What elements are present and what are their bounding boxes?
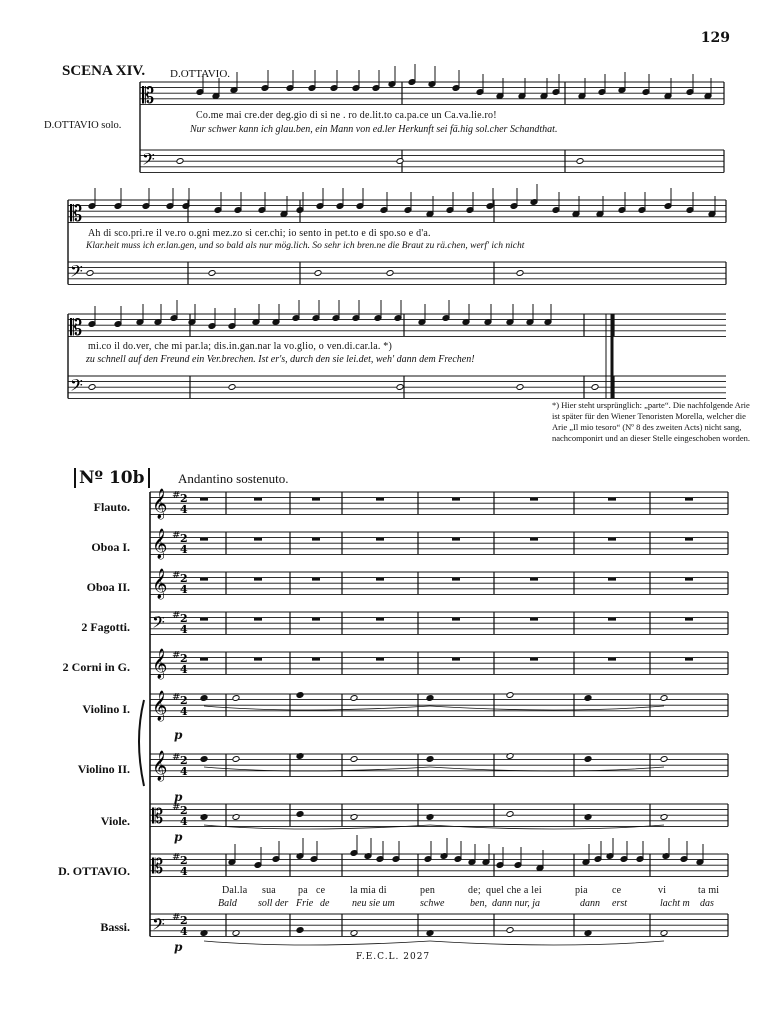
rest (312, 578, 320, 581)
page-number: 129 (700, 30, 730, 46)
note-head (591, 384, 599, 391)
rest (254, 498, 262, 501)
key-signature: # (172, 610, 181, 621)
aria-syllable-it: pen (420, 885, 436, 896)
note-head (232, 695, 240, 702)
rest (608, 538, 616, 541)
instrument-label-violino1: Violino I. (82, 702, 130, 716)
aria-syllable-de: das (700, 898, 714, 909)
rest (312, 538, 320, 541)
time-signature: 2 (180, 572, 188, 585)
rest (200, 658, 208, 661)
time-signature: 2 (180, 914, 188, 927)
rest (376, 538, 384, 541)
rest (685, 578, 693, 581)
note-head (296, 692, 304, 699)
rest (685, 618, 693, 621)
clef: 𝄡 (70, 316, 83, 341)
dynamic-p-violino2: p (174, 790, 183, 804)
note-head (232, 814, 240, 821)
aria-syllable-it: ce (316, 885, 326, 896)
rest (452, 618, 460, 621)
instrument-label-ottavio: D. OTTAVIO. (58, 864, 130, 878)
rest (376, 658, 384, 661)
rest (312, 658, 320, 661)
instrument-label-flauto: Flauto. (93, 500, 130, 514)
time-signature: 2 (180, 754, 188, 767)
time-signature: 2 (180, 804, 188, 817)
aria-number: Nº 10b (74, 468, 150, 488)
note-head (208, 270, 216, 277)
time-signature: 4 (180, 583, 188, 596)
system2-lyrics-de: Klar.heit muss ich er.lan.gen, und so bald als nur mög.lich. So sehr ich bren.ne die Braut zu rä.chen, werf' ich nicht (86, 241, 525, 251)
rest (200, 538, 208, 541)
violin-brace (139, 700, 144, 786)
key-signature: # (172, 912, 181, 923)
scene-title: SCENA XIV. (62, 63, 146, 79)
time-signature: 2 (180, 612, 188, 625)
time-signature: 4 (180, 815, 188, 828)
plate-number: F.E.C.L. 2027 (356, 952, 431, 962)
note-head (660, 814, 668, 821)
note-head (396, 158, 404, 165)
aria-syllable-de: neu sie um (352, 898, 395, 909)
rest (608, 618, 616, 621)
aria-syllable-it: ta mi (698, 885, 720, 896)
rest (685, 658, 693, 661)
note-head (314, 270, 322, 277)
instrument-label-fagotti: 2 Fagotti. (81, 620, 130, 634)
time-signature: 2 (180, 694, 188, 707)
system2-lyrics-it: Ah di sco.pri.re il ve.ro o.gni mez.zo si cer.chi; io sento in pet.to e di spo.so e d'a. (88, 228, 431, 239)
rest (452, 658, 460, 661)
note-head (350, 695, 358, 702)
rest (254, 578, 262, 581)
rest (685, 538, 693, 541)
note-head (386, 270, 394, 277)
rest (452, 498, 460, 501)
aria-syllable-de: schwe (420, 898, 445, 909)
aria-syllable-de: dann (580, 898, 600, 909)
aria-syllable-it: quel che a lei (486, 885, 542, 896)
clef: 𝄞 (152, 569, 168, 599)
aria-syllable-de: erst (612, 898, 627, 909)
rest (376, 618, 384, 621)
clef: 𝄢 (70, 375, 83, 399)
note-head (516, 384, 524, 391)
rest (685, 498, 693, 501)
note-head (200, 695, 208, 702)
rest (530, 538, 538, 541)
rest (312, 618, 320, 621)
clef: 𝄢 (70, 261, 83, 285)
time-signature: 4 (180, 765, 188, 778)
clef: 𝄡 (142, 84, 155, 109)
rest (608, 658, 616, 661)
note-head (584, 814, 592, 821)
aria-syllable-it: vi (658, 885, 667, 896)
time-signature: 4 (180, 705, 188, 718)
dynamic-p-viole: p (174, 830, 183, 844)
note-head (228, 384, 236, 391)
system1-lyrics-de: Nur schwer kann ich glau.ben, ein Mann von ed.ler Herkunft sei fä.hig sol.cher Schandthat. (190, 124, 558, 135)
system3-lyrics-it: mi.co il do.ver, che mi par.la; dis.in.gan.nar la vo.glio, o ven.di.car.la. *) (88, 341, 393, 352)
voice-label: D.OTTAVIO solo. (44, 120, 122, 131)
aria-syllable-it: ce (612, 885, 622, 896)
note-head (576, 158, 584, 165)
note-head (506, 927, 514, 934)
aria-syllable-it: sua (262, 885, 276, 896)
time-signature: 2 (180, 532, 188, 545)
time-signature: 2 (180, 652, 188, 665)
instrument-label-oboe2: Oboa II. (86, 580, 130, 594)
key-signature: # (172, 852, 181, 863)
note-head (200, 814, 208, 821)
aria-syllable-it: de; (468, 885, 481, 896)
aria-syllable-de: dann nur, ja (492, 898, 541, 909)
tie (430, 825, 664, 829)
rest (254, 538, 262, 541)
key-signature: # (172, 490, 181, 501)
rest (530, 498, 538, 501)
dynamic-p-bassi: p (174, 940, 183, 954)
clef: 𝄞 (152, 649, 168, 679)
time-signature: 4 (180, 623, 188, 636)
tempo-marking: Andantino sostenuto. (178, 471, 289, 486)
aria-syllable-it: Dal.la (222, 885, 248, 896)
instrument-label-oboe1: Oboa I. (91, 540, 130, 554)
note-head (396, 384, 404, 391)
role-heading: D.OTTAVIO. (170, 68, 231, 80)
rest (254, 618, 262, 621)
note-head (200, 756, 208, 763)
aria-syllable-it: pa (298, 885, 308, 896)
aria-syllable-de: lacht m (660, 898, 690, 909)
key-signature: # (172, 692, 181, 703)
note-head (584, 695, 592, 702)
note-head (88, 384, 96, 391)
note-head (296, 927, 304, 934)
note-head (660, 695, 668, 702)
rest (530, 618, 538, 621)
aria-syllable-it: la mia di (350, 885, 387, 896)
clef: 𝄞 (152, 529, 168, 559)
note-head (584, 756, 592, 763)
time-signature: 4 (180, 543, 188, 556)
rest (530, 658, 538, 661)
time-signature: 4 (180, 865, 188, 878)
time-signature: 4 (180, 503, 188, 516)
clef: 𝄡 (152, 804, 164, 828)
footnote: *) Hier steht ursprünglich: „parte“. Die nachfolgende Arie ist später für den Wiener Tenoristen Morella, welcher die Arie „Il mio tesoro“ (Nº 8 des zweiten Acts) nicht sang, nachcomponirt und an dieser Stelle eingeschoben worden. (552, 400, 751, 443)
note-head (232, 756, 240, 763)
system1-lyrics-it: Co.me mai cre.der deg.gio di si ne . ro de.lit.to ca.pa.ce un Ca.va.lie.ro! (196, 110, 497, 121)
clef: 𝄢 (152, 612, 165, 636)
clef: 𝄞 (152, 751, 168, 781)
rest (376, 578, 384, 581)
instrument-label-bassi: Bassi. (100, 920, 130, 934)
note-head (506, 692, 514, 699)
clef: 𝄡 (152, 854, 164, 878)
key-signature: # (172, 650, 181, 661)
note-head (296, 811, 304, 818)
aria-syllable-it: pia (575, 885, 588, 896)
time-signature: 4 (180, 663, 188, 676)
note-head (350, 756, 358, 763)
rest (530, 578, 538, 581)
time-signature: 2 (180, 854, 188, 867)
key-signature: # (172, 752, 181, 763)
tie (430, 941, 664, 945)
note-head (350, 814, 358, 821)
clef: 𝄡 (70, 202, 83, 227)
aria-syllable-de: ben, (470, 898, 487, 909)
clef: 𝄞 (152, 691, 168, 721)
rest (254, 658, 262, 661)
note-head (176, 158, 184, 165)
aria-syllable-de: Bald (218, 898, 237, 909)
rest (608, 498, 616, 501)
instrument-label-violino2: Violino II. (77, 762, 130, 776)
tie (204, 941, 430, 945)
rest (312, 498, 320, 501)
note-head (426, 814, 434, 821)
note-head (506, 811, 514, 818)
aria-syllable-de: soll der (258, 898, 289, 909)
rest (452, 578, 460, 581)
key-signature: # (172, 570, 181, 581)
clef: 𝄢 (142, 149, 155, 173)
time-signature: 2 (180, 492, 188, 505)
rest (452, 538, 460, 541)
aria-syllable-de: de (320, 898, 330, 909)
note-head (426, 756, 434, 763)
clef: 𝄞 (152, 489, 168, 519)
rest (200, 498, 208, 501)
rest (200, 618, 208, 621)
rest (376, 498, 384, 501)
aria-syllable-de: Frie (296, 898, 314, 909)
rest (200, 578, 208, 581)
dynamic-p-violino1: p (174, 728, 183, 742)
key-signature: # (172, 802, 181, 813)
tie (204, 706, 430, 710)
time-signature: 4 (180, 925, 188, 938)
tie (204, 825, 430, 829)
note-head (86, 270, 94, 277)
tie (430, 706, 664, 710)
instrument-label-corni: 2 Corni in G. (62, 660, 130, 674)
note-head (660, 756, 668, 763)
note-head (516, 270, 524, 277)
clef: 𝄢 (152, 914, 165, 938)
note-head (426, 695, 434, 702)
rest (608, 578, 616, 581)
key-signature: # (172, 530, 181, 541)
system3-lyrics-de: zu schnell auf den Freund ein Ver.brechen. Ist er's, durch den sie lei.det, weh' dann dem Frechen! (86, 354, 475, 365)
instrument-label-viole: Viole. (100, 814, 130, 828)
